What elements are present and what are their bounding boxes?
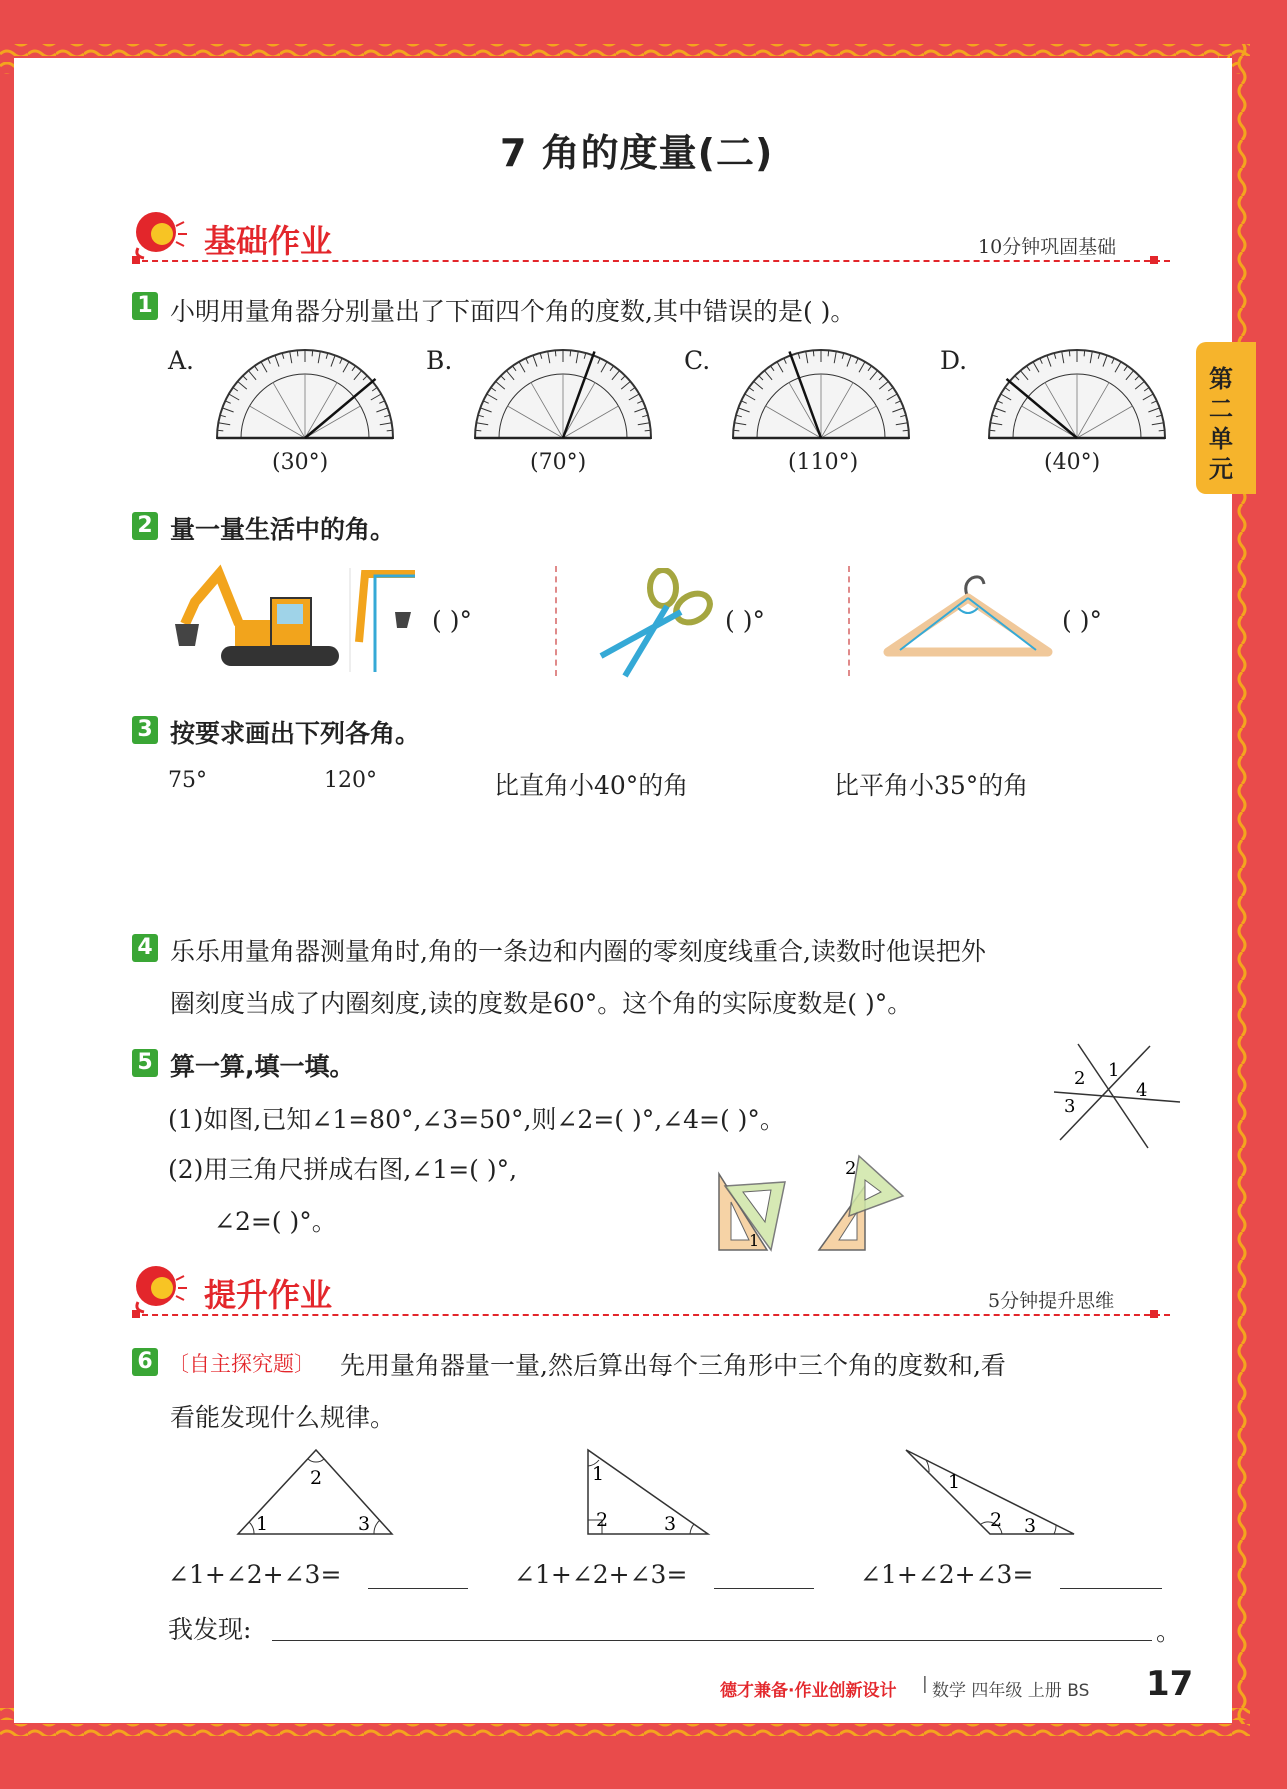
- question-5-part-2a: (2)用三角尺拼成右图,∠1=( )°,: [168, 1155, 518, 1184]
- unit-tab-label: 第二单元: [1209, 365, 1233, 483]
- triangle-obtuse: [902, 1446, 1078, 1538]
- triangle-acute: [234, 1446, 398, 1538]
- answer-blank-excavator[interactable]: ( )°: [432, 606, 472, 635]
- divider: [555, 566, 557, 676]
- question-number: 6: [132, 1348, 158, 1376]
- draw-item-75: 75°: [168, 768, 207, 793]
- sum-label: ∠1+∠2+∠3=: [168, 1560, 342, 1589]
- protractor-picture: [212, 340, 398, 444]
- lesson-title: 7 角的度量(二): [500, 131, 774, 175]
- section-heading-basic: 基础作业: [204, 222, 333, 260]
- question-2-text: 量一量生活中的角。: [170, 515, 396, 544]
- angle-label: 2: [310, 1467, 323, 1489]
- question-number: 1: [132, 292, 158, 320]
- option-letter[interactable]: B.: [426, 346, 453, 375]
- set-squares-figure: [715, 1146, 915, 1254]
- angle-label: 1: [1108, 1060, 1120, 1081]
- bell-icon: [132, 1262, 188, 1314]
- section-divider: [132, 1314, 1170, 1316]
- question-5-part-1: (1)如图,已知∠1=80°,∠3=50°,则∠2=( )°,∠4=( )°。: [168, 1105, 785, 1134]
- angle-label: 1: [256, 1513, 269, 1535]
- sum-answer-blank[interactable]: [1060, 1562, 1162, 1589]
- discovery-answer-line[interactable]: [272, 1614, 1152, 1641]
- sum-label: ∠1+∠2+∠3=: [860, 1560, 1034, 1589]
- question-3-text: 按要求画出下列各角。: [170, 719, 421, 748]
- intersecting-lines-figure: [1052, 1040, 1182, 1150]
- discovery-label: 我发现:: [168, 1615, 252, 1644]
- angle-label: 3: [1064, 1096, 1076, 1117]
- answer-blank-scissors[interactable]: ( )°: [725, 606, 765, 635]
- option-reading: (70°): [530, 450, 587, 475]
- footer-info: 数学 四年级 上册 BS: [932, 1681, 1090, 1701]
- question-6-line-2: 看能发现什么规律。: [170, 1403, 396, 1432]
- option-reading: (40°): [1044, 450, 1101, 475]
- triangle-right: [584, 1446, 714, 1538]
- question-5-part-2b: ∠2=( )°。: [214, 1207, 337, 1236]
- protractor-picture: [470, 340, 656, 444]
- section-note-advanced: 5分钟提升思维: [988, 1290, 1115, 1312]
- question-number: 5: [132, 1049, 158, 1077]
- option-reading: (30°): [272, 450, 329, 475]
- angle-label: 3: [358, 1513, 371, 1535]
- draw-item-straight-minus-35: 比平角小35°的角: [834, 771, 1029, 800]
- section-note-basic: 10分钟巩固基础: [978, 236, 1117, 258]
- footer-separator: |: [922, 1674, 928, 1694]
- excavator-picture: [165, 562, 425, 674]
- divider: [848, 566, 850, 676]
- question-4-line-1: 乐乐用量角器测量角时,角的一条边和内圈的零刻度线重合,读数时他误把外: [170, 937, 986, 966]
- angle-label: 3: [664, 1513, 677, 1535]
- option-letter[interactable]: A.: [168, 346, 195, 375]
- question-1-text: 小明用量角器分别量出了下面四个角的度数,其中错误的是( )。: [170, 297, 856, 326]
- end-mark: 。: [1156, 1617, 1182, 1646]
- sum-answer-blank[interactable]: [368, 1562, 468, 1589]
- question-number: 4: [132, 934, 158, 962]
- angle-label: 1: [948, 1471, 961, 1493]
- angle-label: 3: [1024, 1515, 1037, 1537]
- answer-blank-hanger[interactable]: ( )°: [1062, 606, 1102, 635]
- option-reading: (110°): [788, 450, 859, 475]
- footer-brand: 德才兼备·作业创新设计: [720, 1681, 897, 1701]
- section-divider: [132, 260, 1170, 262]
- option-letter[interactable]: C.: [684, 346, 711, 375]
- page-number: 17: [1146, 1664, 1194, 1704]
- option-letter[interactable]: D.: [940, 346, 968, 375]
- question-6-line-1: 先用量角器量一量,然后算出每个三角形中三个角的度数和,看: [340, 1351, 1006, 1380]
- section-heading-advanced: 提升作业: [204, 1276, 333, 1314]
- bell-icon: [132, 208, 188, 260]
- angle-label: 4: [1136, 1080, 1148, 1101]
- question-tag: 〔自主探究题〕: [168, 1352, 315, 1376]
- angle-label: 2: [1074, 1068, 1086, 1089]
- angle-label: 1: [749, 1231, 760, 1250]
- question-number: 3: [132, 716, 158, 744]
- angle-label: 2: [845, 1158, 857, 1179]
- question-5-text: 算一算,填一填。: [170, 1052, 355, 1081]
- protractor-picture: [984, 340, 1170, 444]
- question-4-line-2: 圈刻度当成了内圈刻度,读的度数是60°。这个角的实际度数是( )°。: [170, 989, 913, 1018]
- sum-answer-blank[interactable]: [714, 1562, 814, 1589]
- angle-label: 1: [592, 1463, 605, 1485]
- draw-item-right-minus-40: 比直角小40°的角: [494, 771, 689, 800]
- angle-label: 2: [990, 1509, 1003, 1531]
- angle-label: 2: [596, 1509, 609, 1531]
- draw-item-120: 120°: [324, 768, 377, 793]
- question-number: 2: [132, 512, 158, 540]
- clothes-hanger-picture: [880, 572, 1060, 668]
- scissors-picture: [595, 568, 715, 680]
- protractor-picture: [728, 340, 914, 444]
- sum-label: ∠1+∠2+∠3=: [514, 1560, 688, 1589]
